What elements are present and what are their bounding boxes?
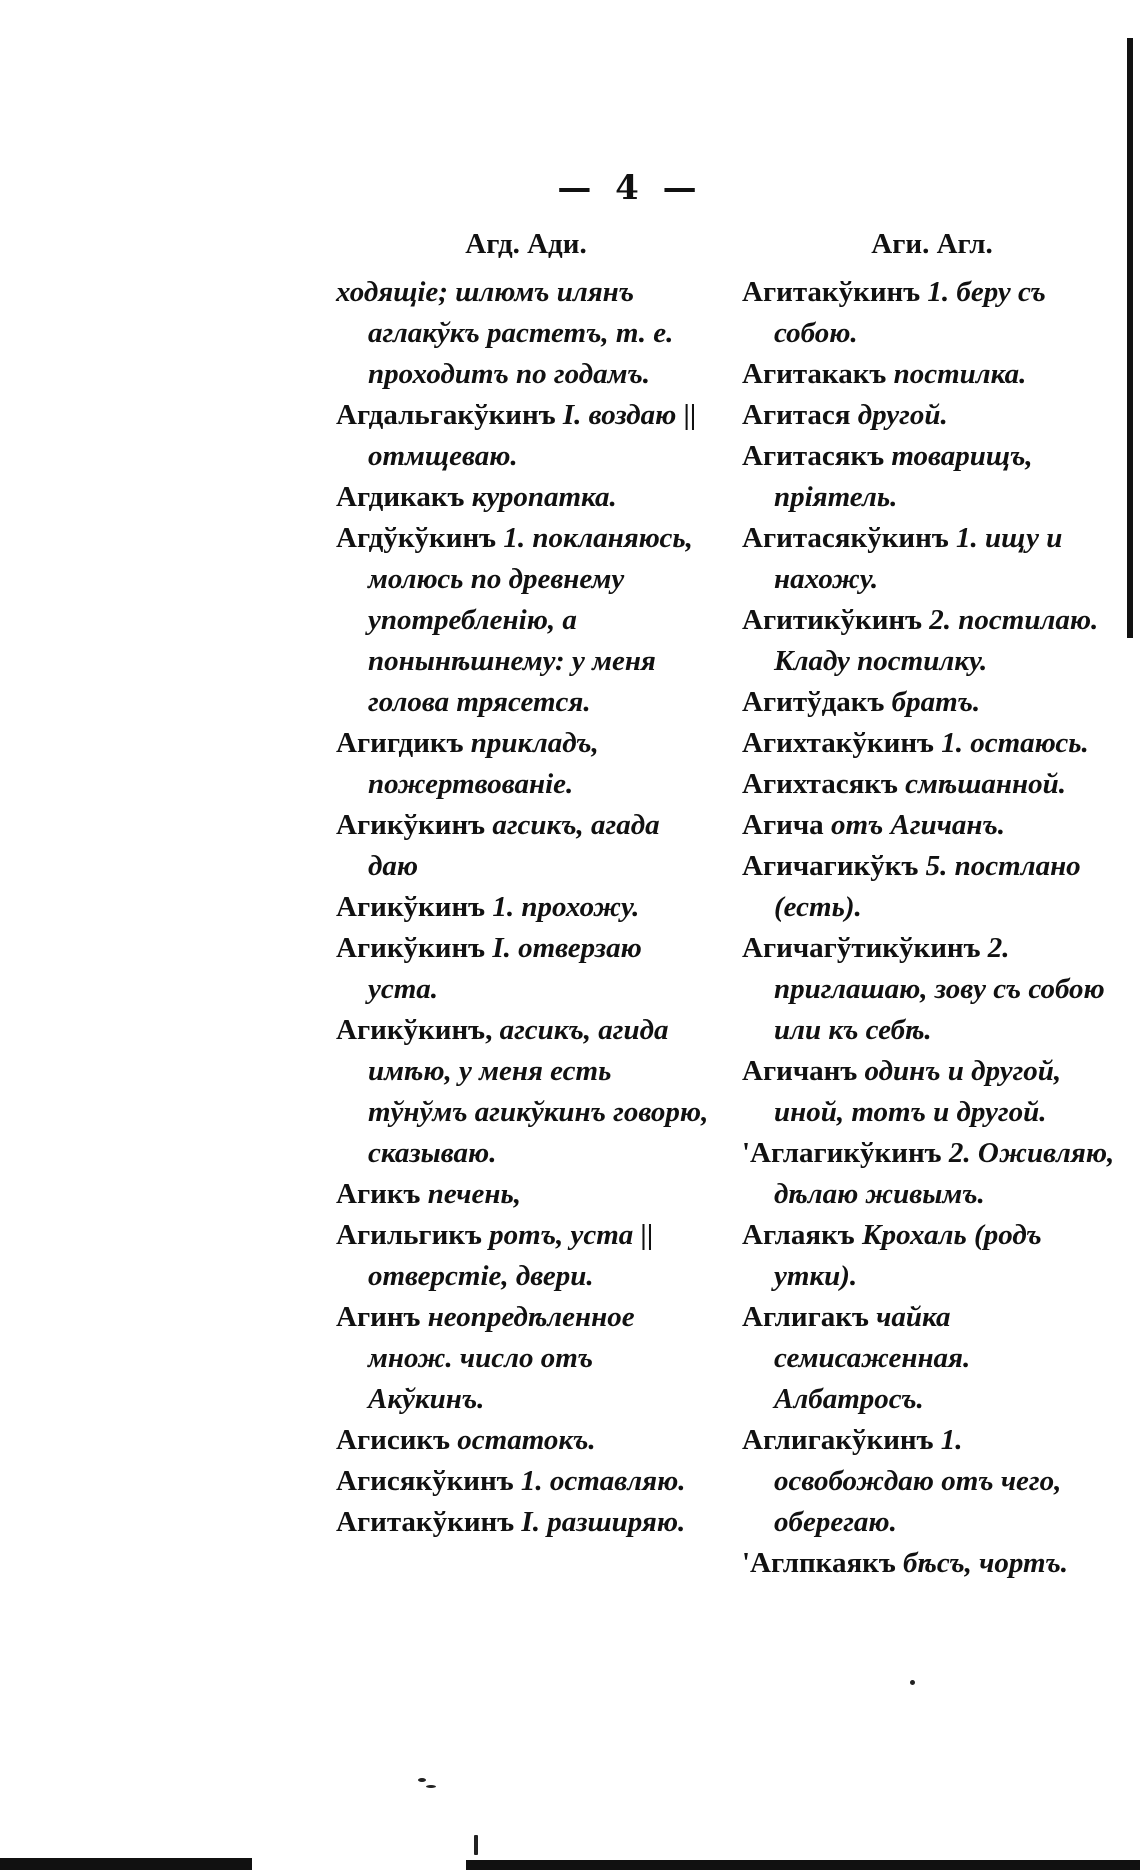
right-entry bbox=[742, 682, 1122, 723]
headword: Аглигакъ bbox=[742, 1301, 869, 1333]
definition: неопредѣленное множ. число отъ Акўкинъ. bbox=[368, 1301, 635, 1415]
right-entry bbox=[742, 1543, 1122, 1584]
left-entry bbox=[336, 805, 716, 887]
left-entry bbox=[336, 518, 716, 723]
headword: Агитакўкинъ bbox=[742, 276, 921, 308]
right-entry bbox=[742, 1215, 1122, 1297]
left-entry bbox=[336, 1010, 716, 1174]
definition: 1. освобождаю отъ чего, оберегаю. bbox=[774, 1424, 1062, 1538]
left-entry bbox=[336, 1420, 716, 1461]
definition: Крохаль (родъ утки). bbox=[774, 1219, 1042, 1292]
left-column-header: Агд. Ади. bbox=[465, 228, 587, 260]
definition: бѣсъ, чортъ. bbox=[903, 1547, 1069, 1579]
definition: 1. покланяюсь, молюсь по древнему употребленію, а понынѣшнему: у меня голова трясется. bbox=[368, 522, 693, 718]
bottom-scan-bar-left bbox=[0, 1858, 252, 1870]
definition: 2. Оживляю, дѣлаю живымъ. bbox=[774, 1137, 1115, 1210]
headword: Агикўкинъ bbox=[336, 809, 486, 841]
definition: ротъ, уста || отверстіе, двери. bbox=[368, 1219, 654, 1292]
right-entry bbox=[742, 1297, 1122, 1420]
ink-speck bbox=[910, 1680, 915, 1685]
right-entry bbox=[742, 1420, 1122, 1543]
ink-speck bbox=[426, 1785, 436, 1788]
definition: братъ. bbox=[891, 686, 981, 718]
right-entry bbox=[742, 600, 1122, 682]
headword: Агинъ bbox=[336, 1301, 421, 1333]
definition: одинъ и другой, иной, тотъ и другой. bbox=[774, 1055, 1062, 1128]
left-entry bbox=[336, 723, 716, 805]
headword: Агдальгакўкинъ bbox=[336, 399, 556, 431]
definition: 5. постлано (есть). bbox=[774, 850, 1081, 923]
right-entry bbox=[742, 1133, 1122, 1215]
headword: Агикъ bbox=[336, 1178, 421, 1210]
right-entry bbox=[742, 395, 1122, 436]
headword: Агичагўтикўкинъ bbox=[742, 932, 981, 964]
definition: I. отверзаю уста. bbox=[368, 932, 642, 1005]
headword: Агисякўкинъ bbox=[336, 1465, 514, 1497]
definition: отъ Агичанъ. bbox=[830, 809, 1006, 841]
definition: остатокъ. bbox=[457, 1424, 596, 1456]
definition: товарищъ, пріятель. bbox=[774, 440, 1033, 513]
left-entry bbox=[336, 395, 716, 477]
headword: Агисикъ bbox=[336, 1424, 451, 1456]
right-entry bbox=[742, 846, 1122, 928]
headword: Агича bbox=[742, 809, 824, 841]
definition: 1. остаюсь. bbox=[941, 727, 1089, 759]
left-entries bbox=[336, 272, 716, 1543]
definition: куропатка. bbox=[471, 481, 617, 513]
definition: 1. оставляю. bbox=[520, 1465, 686, 1497]
definition: постилка. bbox=[893, 358, 1027, 390]
page-number: — 4 — bbox=[557, 168, 703, 208]
headword: Аглигакўкинъ bbox=[742, 1424, 934, 1456]
headword: Агитакакъ bbox=[742, 358, 887, 390]
definition: печень, bbox=[427, 1178, 522, 1210]
right-entry bbox=[742, 1051, 1122, 1133]
left-entry bbox=[336, 887, 716, 928]
definition: ходящіе; шлюмъ илянъ аглакўкъ растетъ, т. е. проходитъ по годамъ. bbox=[336, 276, 674, 390]
left-column bbox=[336, 228, 716, 1543]
headword: 'Аглагикўкинъ bbox=[742, 1137, 942, 1169]
right-entries bbox=[742, 272, 1122, 1584]
headword: Агихтасякъ bbox=[742, 768, 898, 800]
left-entry bbox=[336, 1174, 716, 1215]
definition: 1. ищу и нахожу. bbox=[774, 522, 1063, 595]
headword: Агитўдакъ bbox=[742, 686, 885, 718]
right-entry bbox=[742, 723, 1122, 764]
headword: Агдўкўкинъ bbox=[336, 522, 497, 554]
ink-speck bbox=[474, 1835, 478, 1855]
left-entry bbox=[336, 272, 716, 395]
headword: Агигдикъ bbox=[336, 727, 464, 759]
left-entry bbox=[336, 1502, 716, 1543]
definition: 2. приглашаю, зову съ собою или къ себѣ. bbox=[774, 932, 1105, 1046]
definition: другой. bbox=[857, 399, 948, 431]
bottom-scan-bar-right bbox=[466, 1860, 1140, 1870]
headword: Агдикакъ bbox=[336, 481, 465, 513]
definition: I. воздаю || отмщеваю. bbox=[368, 399, 697, 472]
headword: Агитася bbox=[742, 399, 851, 431]
definition: 1. беру съ собою. bbox=[774, 276, 1046, 349]
headword: 'Аглпкаякъ bbox=[742, 1547, 896, 1579]
left-entry bbox=[336, 928, 716, 1010]
right-entry bbox=[742, 272, 1122, 354]
headword: Агикўкинъ, bbox=[336, 1014, 493, 1046]
headword: Агичагикўкъ bbox=[742, 850, 919, 882]
definition: 1. прохожу. bbox=[492, 891, 640, 923]
headword: Аглаякъ bbox=[742, 1219, 855, 1251]
headword: Агичанъ bbox=[742, 1055, 858, 1087]
headword: Агильгикъ bbox=[336, 1219, 482, 1251]
left-entry bbox=[336, 1297, 716, 1420]
left-entry bbox=[336, 1215, 716, 1297]
page-edge-rule bbox=[1127, 38, 1133, 638]
right-entry bbox=[742, 928, 1122, 1051]
right-entry bbox=[742, 518, 1122, 600]
definition: чайка семисаженная. Албатросъ. bbox=[774, 1301, 971, 1415]
headword: Агитасякъ bbox=[742, 440, 885, 472]
definition: 2. постилаю. Кладу постилку. bbox=[774, 604, 1099, 677]
definition: агсикъ, агада даю bbox=[368, 809, 660, 882]
right-column-header: Аги. Агл. bbox=[871, 228, 993, 260]
left-entry bbox=[336, 1461, 716, 1502]
right-entry bbox=[742, 354, 1122, 395]
right-entry bbox=[742, 805, 1122, 846]
headword: Агитикўкинъ bbox=[742, 604, 923, 636]
right-column bbox=[742, 228, 1122, 1584]
definition: I. разширяю. bbox=[521, 1506, 686, 1538]
headword: Агихтакўкинъ bbox=[742, 727, 934, 759]
ink-speck bbox=[418, 1778, 426, 1782]
headword: Агикўкинъ bbox=[336, 891, 486, 923]
definition: агсикъ, агида имѣю, у меня есть тўнўмъ агикўкинъ говорю, сказываю. bbox=[368, 1014, 709, 1169]
headword: Агитакўкинъ bbox=[336, 1506, 515, 1538]
headword: Агитасякўкинъ bbox=[742, 522, 949, 554]
definition: прикладъ, пожертвованіе. bbox=[368, 727, 599, 800]
right-entry bbox=[742, 436, 1122, 518]
headword: Агикўкинъ bbox=[336, 932, 486, 964]
definition: смѣшанной. bbox=[905, 768, 1066, 800]
right-entry bbox=[742, 764, 1122, 805]
left-entry bbox=[336, 477, 716, 518]
